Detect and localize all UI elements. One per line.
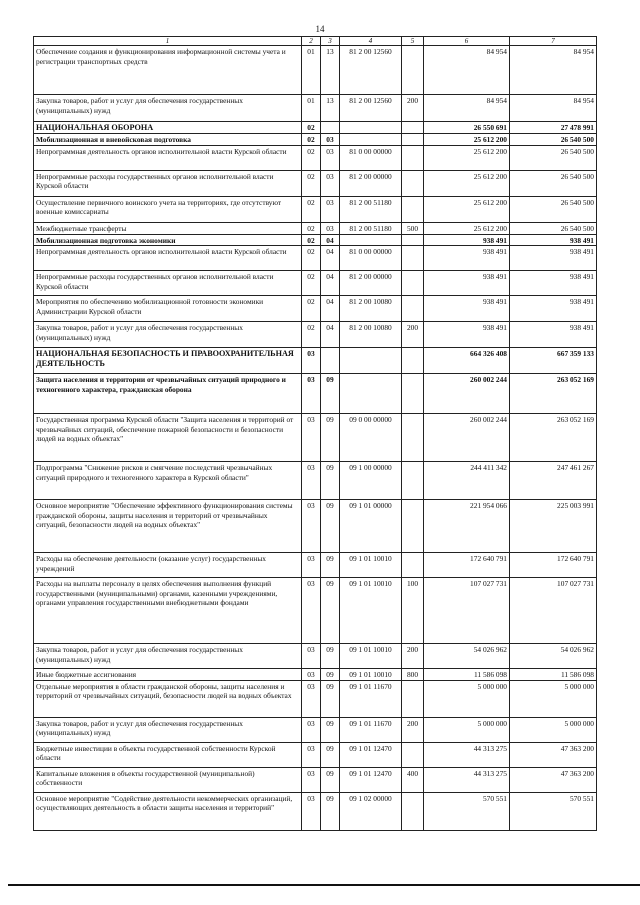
expense-type-cell: [402, 462, 424, 500]
target-article-cell: 81 0 00 00000: [340, 246, 402, 271]
expense-type-cell: [402, 271, 424, 296]
amount-year2-cell: 26 540 500: [510, 170, 597, 196]
target-article-cell: 09 1 01 12470: [340, 742, 402, 767]
amount-year2-cell: 107 027 731: [510, 578, 597, 644]
section-code-cell: 02: [302, 322, 321, 348]
amount-year1-cell: 25 612 200: [424, 145, 510, 170]
expense-type-cell: 200: [402, 644, 424, 669]
section-code-cell: 02: [302, 271, 321, 296]
page-number: 14: [315, 24, 325, 34]
amount-year1-cell: 938 491: [424, 271, 510, 296]
amount-year1-cell: 260 002 244: [424, 414, 510, 462]
subsection-code-cell: 13: [321, 95, 340, 122]
expense-type-cell: 100: [402, 578, 424, 644]
target-article-cell: [340, 122, 402, 134]
section-code-cell: 03: [302, 680, 321, 717]
amount-year1-cell: 25 612 200: [424, 196, 510, 222]
target-article-cell: 81 2 00 10080: [340, 322, 402, 348]
subsection-code-cell: 09: [321, 669, 340, 681]
amount-year2-cell: 247 461 267: [510, 462, 597, 500]
section-code-cell: 01: [302, 46, 321, 95]
target-article-cell: [340, 348, 402, 374]
subsection-code-cell: 09: [321, 680, 340, 717]
budget-table: [33, 36, 597, 831]
table-row: [34, 742, 597, 767]
target-article-cell: [340, 374, 402, 414]
column-header: 6: [424, 37, 510, 46]
subsection-code-cell: 04: [321, 322, 340, 348]
target-article-cell: [340, 234, 402, 246]
section-code-cell: 03: [302, 374, 321, 414]
section-code-cell: 03: [302, 644, 321, 669]
subsection-code-cell: 09: [321, 553, 340, 578]
row-name-cell: Защита населения и территории от чрезвычайных ситуаций природного и техногенного характера, гражданская оборона: [34, 374, 302, 414]
expense-type-cell: 800: [402, 669, 424, 681]
table-row: [34, 717, 597, 742]
target-article-cell: 09 1 00 00000: [340, 462, 402, 500]
amount-year2-cell: 26 540 500: [510, 222, 597, 234]
amount-year1-cell: 107 027 731: [424, 578, 510, 644]
target-article-cell: 09 1 01 10010: [340, 578, 402, 644]
row-name-cell: Основное мероприятие "Обеспечение эффективного функционирования системы гражданской обороны, защиты населения и территорий от чрезвычайных ситуаций, безопасности людей на водных объектах": [34, 500, 302, 553]
column-header-row: [34, 37, 597, 46]
row-name-cell: Непрограммная деятельность органов исполнительной власти Курской области: [34, 246, 302, 271]
subsection-code-cell: 04: [321, 246, 340, 271]
subsection-code-cell: 09: [321, 644, 340, 669]
subsection-code-cell: [321, 122, 340, 134]
amount-year1-cell: 11 586 098: [424, 669, 510, 681]
expense-type-cell: [402, 122, 424, 134]
column-header: 3: [321, 37, 340, 46]
subsection-code-cell: 09: [321, 792, 340, 830]
amount-year2-cell: 263 052 169: [510, 374, 597, 414]
amount-year1-cell: 84 954: [424, 95, 510, 122]
section-code-cell: 03: [302, 717, 321, 742]
column-header: 5: [402, 37, 424, 46]
section-code-cell: 03: [302, 348, 321, 374]
section-code-cell: 02: [302, 222, 321, 234]
section-code-cell: 02: [302, 296, 321, 322]
table-row: [34, 644, 597, 669]
row-name-cell: НАЦИОНАЛЬНАЯ ОБОРОНА: [34, 122, 302, 134]
amount-year1-cell: 25 612 200: [424, 134, 510, 146]
amount-year1-cell: 664 326 408: [424, 348, 510, 374]
row-name-cell: Государственная программа Курской области "Защита населения и территорий от чрезвычайных ситуаций, обеспечение пожарной безопасности и безопасности людей на водных объектах": [34, 414, 302, 462]
expense-type-cell: [402, 145, 424, 170]
amount-year1-cell: 44 313 275: [424, 742, 510, 767]
table-row: [34, 246, 597, 271]
amount-year2-cell: 47 363 200: [510, 767, 597, 792]
table-row: [34, 234, 597, 246]
target-article-cell: 81 2 00 10080: [340, 296, 402, 322]
table-body: [34, 37, 597, 831]
amount-year1-cell: 244 411 342: [424, 462, 510, 500]
row-name-cell: Расходы на выплаты персоналу в целях обеспечения выполнения функций государственными (муниципальными) органами, казенными учреждениями, органами управления государственными внебюджетными фондами: [34, 578, 302, 644]
target-article-cell: 81 2 00 51180: [340, 222, 402, 234]
row-name-cell: Непрограммные расходы государственных органов исполнительной власти Курской области: [34, 271, 302, 296]
subsection-code-cell: [321, 348, 340, 374]
target-article-cell: [340, 134, 402, 146]
target-article-cell: 09 1 01 10010: [340, 644, 402, 669]
target-article-cell: 81 2 00 12560: [340, 95, 402, 122]
amount-year2-cell: 11 586 098: [510, 669, 597, 681]
expense-type-cell: 200: [402, 322, 424, 348]
expense-type-cell: 400: [402, 767, 424, 792]
target-article-cell: 09 1 01 10010: [340, 553, 402, 578]
table-row: [34, 374, 597, 414]
amount-year2-cell: 54 026 962: [510, 644, 597, 669]
table-row: [34, 792, 597, 830]
target-article-cell: 09 0 00 00000: [340, 414, 402, 462]
table-row: [34, 196, 597, 222]
amount-year2-cell: 938 491: [510, 322, 597, 348]
section-code-cell: 03: [302, 669, 321, 681]
table-row: [34, 462, 597, 500]
amount-year1-cell: 938 491: [424, 246, 510, 271]
target-article-cell: 09 1 01 11670: [340, 680, 402, 717]
amount-year1-cell: 5 000 000: [424, 717, 510, 742]
row-name-cell: Мобилизационная подготовка экономики: [34, 234, 302, 246]
table-row: [34, 322, 597, 348]
section-code-cell: 03: [302, 792, 321, 830]
target-article-cell: 09 1 02 00000: [340, 792, 402, 830]
section-code-cell: 02: [302, 196, 321, 222]
table-row: [34, 414, 597, 462]
amount-year1-cell: 26 550 691: [424, 122, 510, 134]
amount-year2-cell: 938 491: [510, 246, 597, 271]
section-code-cell: 03: [302, 767, 321, 792]
table-row: [34, 767, 597, 792]
row-name-cell: Закупка товаров, работ и услуг для обеспечения государственных (муниципальных) нужд: [34, 322, 302, 348]
section-code-cell: 02: [302, 234, 321, 246]
row-name-cell: Иные бюджетные ассигнования: [34, 669, 302, 681]
table-row: [34, 95, 597, 122]
amount-year2-cell: 47 363 200: [510, 742, 597, 767]
expense-type-cell: [402, 500, 424, 553]
table-row: [34, 134, 597, 146]
amount-year2-cell: 938 491: [510, 271, 597, 296]
table-row: [34, 222, 597, 234]
section-code-cell: 02: [302, 122, 321, 134]
row-name-cell: Межбюджетные трансферты: [34, 222, 302, 234]
row-name-cell: Подпрограмма "Снижение рисков и смягчение последствий чрезвычайных ситуаций природного и техногенного характера в Курской области": [34, 462, 302, 500]
expense-type-cell: [402, 680, 424, 717]
target-article-cell: 81 2 00 12560: [340, 46, 402, 95]
subsection-code-cell: 13: [321, 46, 340, 95]
column-header: 1: [34, 37, 302, 46]
section-code-cell: 03: [302, 553, 321, 578]
column-header: 7: [510, 37, 597, 46]
section-code-cell: 03: [302, 462, 321, 500]
section-code-cell: 01: [302, 95, 321, 122]
row-name-cell: Осуществление первичного воинского учета на территориях, где отсутствуют военные комиссариаты: [34, 196, 302, 222]
amount-year2-cell: 5 000 000: [510, 680, 597, 717]
column-header: 4: [340, 37, 402, 46]
table-row: [34, 296, 597, 322]
table-row: [34, 122, 597, 134]
expense-type-cell: 500: [402, 222, 424, 234]
target-article-cell: 09 1 01 10010: [340, 669, 402, 681]
amount-year1-cell: 44 313 275: [424, 767, 510, 792]
subsection-code-cell: 09: [321, 578, 340, 644]
amount-year2-cell: 84 954: [510, 46, 597, 95]
subsection-code-cell: 03: [321, 134, 340, 146]
amount-year2-cell: 263 052 169: [510, 414, 597, 462]
expense-type-cell: [402, 46, 424, 95]
expense-type-cell: [402, 792, 424, 830]
expense-type-cell: [402, 414, 424, 462]
section-code-cell: 03: [302, 414, 321, 462]
table-row: [34, 578, 597, 644]
amount-year2-cell: 5 000 000: [510, 717, 597, 742]
column-header: 2: [302, 37, 321, 46]
subsection-code-cell: 04: [321, 296, 340, 322]
bottom-rule: [8, 884, 640, 886]
table-row: [34, 500, 597, 553]
target-article-cell: 81 0 00 00000: [340, 145, 402, 170]
subsection-code-cell: 09: [321, 374, 340, 414]
row-name-cell: Непрограммная деятельность органов исполнительной власти Курской области: [34, 145, 302, 170]
subsection-code-cell: 09: [321, 414, 340, 462]
subsection-code-cell: 09: [321, 500, 340, 553]
table-row: [34, 271, 597, 296]
table-row: [34, 680, 597, 717]
section-code-cell: 02: [302, 246, 321, 271]
expense-type-cell: 200: [402, 95, 424, 122]
target-article-cell: 09 1 01 00000: [340, 500, 402, 553]
table-row: [34, 46, 597, 95]
amount-year1-cell: 25 612 200: [424, 222, 510, 234]
row-name-cell: Мобилизационная и вневойсковая подготовка: [34, 134, 302, 146]
amount-year1-cell: 221 954 066: [424, 500, 510, 553]
amount-year2-cell: 938 491: [510, 296, 597, 322]
row-name-cell: Расходы на обеспечение деятельности (оказание услуг) государственных учреждений: [34, 553, 302, 578]
subsection-code-cell: 03: [321, 222, 340, 234]
amount-year2-cell: 26 540 500: [510, 145, 597, 170]
expense-type-cell: [402, 742, 424, 767]
amount-year1-cell: 938 491: [424, 234, 510, 246]
row-name-cell: Капитальные вложения в объекты государственной (муниципальной) собственности: [34, 767, 302, 792]
subsection-code-cell: 03: [321, 196, 340, 222]
amount-year2-cell: 26 540 500: [510, 196, 597, 222]
section-code-cell: 02: [302, 134, 321, 146]
amount-year1-cell: 260 002 244: [424, 374, 510, 414]
subsection-code-cell: 09: [321, 767, 340, 792]
subsection-code-cell: 04: [321, 234, 340, 246]
row-name-cell: НАЦИОНАЛЬНАЯ БЕЗОПАСНОСТЬ И ПРАВООХРАНИТЕЛЬНАЯ ДЕЯТЕЛЬНОСТЬ: [34, 348, 302, 374]
row-name-cell: Непрограммные расходы государственных органов исполнительной власти Курской области: [34, 170, 302, 196]
amount-year2-cell: 172 640 791: [510, 553, 597, 578]
expense-type-cell: [402, 134, 424, 146]
section-code-cell: 03: [302, 742, 321, 767]
amount-year2-cell: 27 478 991: [510, 122, 597, 134]
amount-year1-cell: 54 026 962: [424, 644, 510, 669]
expense-type-cell: [402, 553, 424, 578]
expense-type-cell: [402, 348, 424, 374]
subsection-code-cell: 09: [321, 742, 340, 767]
expense-type-cell: [402, 234, 424, 246]
section-code-cell: 02: [302, 145, 321, 170]
expense-type-cell: [402, 374, 424, 414]
subsection-code-cell: 03: [321, 145, 340, 170]
row-name-cell: Основное мероприятие "Содействие деятельности некоммерческих организаций, осуществляющих деятельность в области защиты населения и территорий": [34, 792, 302, 830]
expense-type-cell: [402, 170, 424, 196]
row-name-cell: Закупка товаров, работ и услуг для обеспечения государственных (муниципальных) нужд: [34, 644, 302, 669]
table-row: [34, 553, 597, 578]
subsection-code-cell: 03: [321, 170, 340, 196]
expense-type-cell: [402, 246, 424, 271]
subsection-code-cell: 04: [321, 271, 340, 296]
section-code-cell: 02: [302, 170, 321, 196]
amount-year1-cell: 938 491: [424, 322, 510, 348]
amount-year2-cell: 26 540 500: [510, 134, 597, 146]
amount-year2-cell: 938 491: [510, 234, 597, 246]
amount-year1-cell: 570 551: [424, 792, 510, 830]
row-name-cell: Отдельные мероприятия в области гражданской обороны, защиты населения и территорий от чрезвычайных ситуаций, безопасности людей на водных объектах: [34, 680, 302, 717]
row-name-cell: Закупка товаров, работ и услуг для обеспечения государственных (муниципальных) нужд: [34, 717, 302, 742]
amount-year2-cell: 667 359 133: [510, 348, 597, 374]
amount-year2-cell: 225 003 991: [510, 500, 597, 553]
amount-year1-cell: 938 491: [424, 296, 510, 322]
table-row: [34, 170, 597, 196]
amount-year1-cell: 25 612 200: [424, 170, 510, 196]
subsection-code-cell: 09: [321, 717, 340, 742]
row-name-cell: Обеспечение создания и функционирования информационной системы учета и регистрации транспортных средств: [34, 46, 302, 95]
amount-year2-cell: 570 551: [510, 792, 597, 830]
target-article-cell: 09 1 01 12470: [340, 767, 402, 792]
target-article-cell: 09 1 01 11670: [340, 717, 402, 742]
target-article-cell: 81 2 00 51180: [340, 196, 402, 222]
amount-year1-cell: 5 000 000: [424, 680, 510, 717]
expense-type-cell: [402, 296, 424, 322]
target-article-cell: 81 2 00 00000: [340, 170, 402, 196]
subsection-code-cell: 09: [321, 462, 340, 500]
expense-type-cell: [402, 196, 424, 222]
table-row: [34, 348, 597, 374]
amount-year1-cell: 84 954: [424, 46, 510, 95]
amount-year1-cell: 172 640 791: [424, 553, 510, 578]
table-row: [34, 669, 597, 681]
expense-type-cell: 200: [402, 717, 424, 742]
section-code-cell: 03: [302, 578, 321, 644]
row-name-cell: Мероприятия по обеспечению мобилизационной готовности экономики Администрации Курской области: [34, 296, 302, 322]
row-name-cell: Бюджетные инвестиции в объекты государственной собственности Курской области: [34, 742, 302, 767]
table-row: [34, 145, 597, 170]
target-article-cell: 81 2 00 00000: [340, 271, 402, 296]
amount-year2-cell: 84 954: [510, 95, 597, 122]
row-name-cell: Закупка товаров, работ и услуг для обеспечения государственных (муниципальных) нужд: [34, 95, 302, 122]
section-code-cell: 03: [302, 500, 321, 553]
